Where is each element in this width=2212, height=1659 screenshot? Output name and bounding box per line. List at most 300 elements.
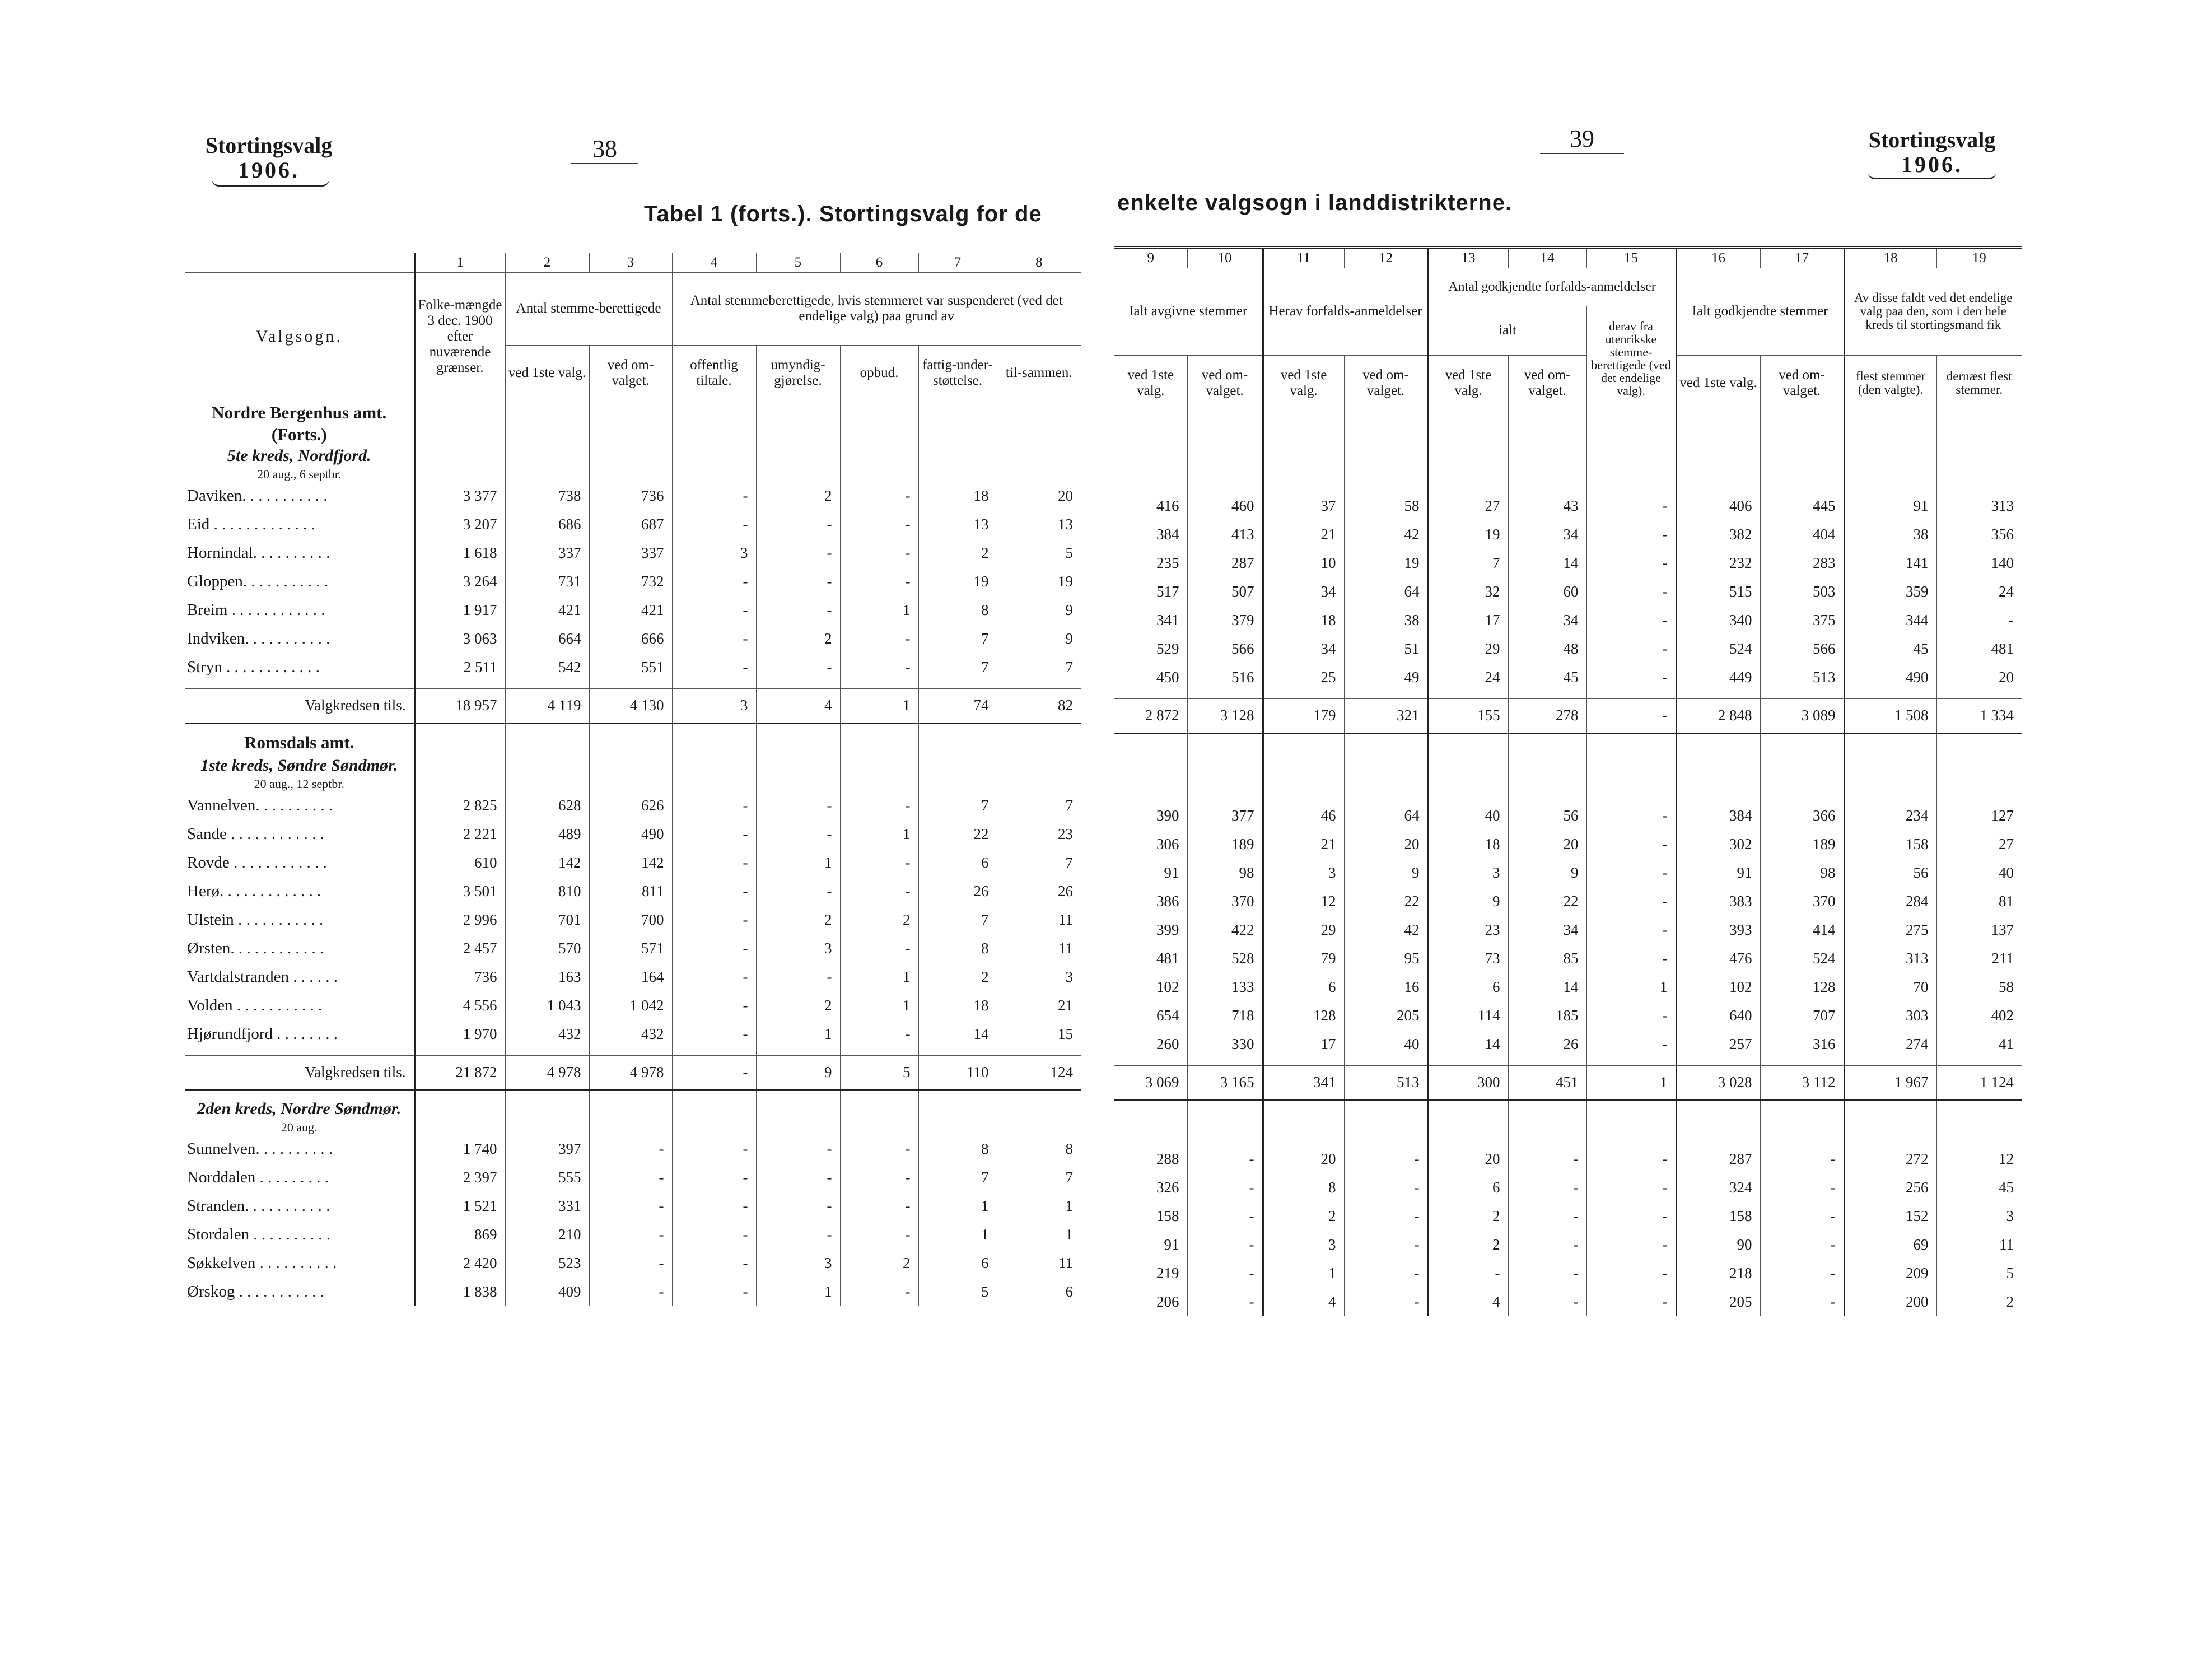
spacer-cell xyxy=(756,1120,840,1135)
table-row xyxy=(185,963,1081,991)
table-row xyxy=(1114,1288,2022,1316)
total-cell: 3 089 xyxy=(1760,698,1844,733)
data-cell: 70 xyxy=(1844,973,1936,1001)
table-row xyxy=(185,934,1081,963)
data-cell: 38 xyxy=(1344,606,1428,635)
col-num: 12 xyxy=(1344,248,1428,268)
spacer-cell xyxy=(840,723,918,731)
data-cell: - xyxy=(589,1192,672,1220)
table-row xyxy=(1114,916,2022,944)
spacer-cell xyxy=(997,467,1081,482)
data-cell: 337 xyxy=(589,539,672,567)
spacer-cell xyxy=(672,425,756,445)
data-cell: - xyxy=(840,849,918,877)
data-cell: 257 xyxy=(1676,1030,1760,1059)
data-cell: 7 xyxy=(997,1163,1081,1192)
data-cell: 414 xyxy=(1760,916,1844,944)
spacer-cell xyxy=(997,401,1081,425)
table-row xyxy=(1114,1030,2022,1059)
total-cell: 300 xyxy=(1428,1065,1508,1100)
spacer-cell xyxy=(918,425,997,445)
valgsogn-header: Valgsogn. xyxy=(185,272,414,401)
data-cell: 19 xyxy=(997,567,1081,596)
spacer-cell xyxy=(1676,692,1760,698)
data-cell: 25 xyxy=(1263,663,1344,692)
data-cell: 7 xyxy=(997,849,1081,877)
table-row xyxy=(1114,663,2022,692)
data-cell: 1 xyxy=(840,963,918,991)
data-cell: 6 xyxy=(918,849,997,877)
data-cell: 3 264 xyxy=(414,567,505,596)
data-cell: 1 970 xyxy=(414,1020,505,1048)
data-cell: - xyxy=(589,1278,672,1306)
data-cell: 232 xyxy=(1676,549,1760,577)
data-cell: - xyxy=(1586,549,1676,577)
spacer-cell xyxy=(1114,692,1187,698)
data-cell: 2 511 xyxy=(414,653,505,682)
total-cell: 451 xyxy=(1508,1065,1586,1100)
total-cell: - xyxy=(672,1055,756,1090)
data-cell: - xyxy=(672,1135,756,1163)
spacer-row xyxy=(1114,692,2022,698)
data-cell: 331 xyxy=(505,1192,589,1220)
data-cell: - xyxy=(756,596,840,625)
spacer-cell xyxy=(1187,411,1263,492)
spacer-cell xyxy=(1760,1100,1844,1108)
spacer-cell xyxy=(1263,733,1344,741)
total-row xyxy=(1114,1065,2022,1100)
data-cell: 19 xyxy=(918,567,997,596)
data-cell: 158 xyxy=(1844,830,1936,859)
total-cell: 4 978 xyxy=(589,1055,672,1090)
antal-godkjendte-forfalds-header: Antal godkjendte forfalds-anmeldelser xyxy=(1428,268,1676,306)
data-cell: 91 xyxy=(1844,492,1936,520)
spacer-cell xyxy=(185,723,414,731)
data-cell: - xyxy=(672,934,756,963)
data-cell: 707 xyxy=(1760,1001,1844,1030)
valgsogn-name: Stordalen . . . . . . . . . . xyxy=(187,1225,331,1243)
valgsogn-name: Indviken. . . . . . . . . . . xyxy=(187,630,330,647)
data-cell: 102 xyxy=(1676,973,1760,1001)
valgsogn-name: Gloppen. . . . . . . . . . . xyxy=(187,572,329,590)
spacer-cell xyxy=(589,1048,672,1055)
data-cell: 21 xyxy=(1263,520,1344,549)
data-cell: 2 xyxy=(1428,1231,1508,1259)
data-cell: 9 xyxy=(997,596,1081,625)
spacer-cell xyxy=(505,731,589,754)
data-cell: - xyxy=(840,653,918,682)
data-cell: 73 xyxy=(1428,944,1508,973)
data-cell: 9 xyxy=(997,625,1081,653)
total-row xyxy=(1114,698,2022,733)
data-cell: 6 xyxy=(1263,973,1344,1001)
spacer-cell xyxy=(918,1048,997,1055)
data-cell: 91 xyxy=(1164,864,1179,881)
data-cell: 566 xyxy=(1760,635,1844,663)
data-cell: 200 xyxy=(1844,1288,1936,1316)
spacer-cell xyxy=(185,682,414,688)
data-cell: 51 xyxy=(1344,635,1428,663)
spacer-cell xyxy=(672,1090,756,1098)
spacer-cell xyxy=(1844,733,1936,741)
data-cell: - xyxy=(672,1163,756,1192)
total-cell: 513 xyxy=(1344,1065,1428,1100)
kreds-heading: 2den kreds, Nordre Søndmør. xyxy=(197,1099,402,1118)
data-cell: 5 xyxy=(997,539,1081,567)
data-cell: - xyxy=(1187,1202,1263,1231)
spacer-row xyxy=(185,682,1081,688)
data-cell: - xyxy=(672,849,756,877)
data-cell: - xyxy=(1187,1145,1263,1173)
spacer-cell xyxy=(1676,741,1760,801)
data-cell: 22 xyxy=(1344,887,1428,916)
data-cell: 8 xyxy=(997,1135,1081,1163)
data-cell: - xyxy=(840,625,918,653)
ved-1ste-valg-header: ved 1ste valg. xyxy=(1263,355,1344,411)
data-cell: 127 xyxy=(1936,801,2022,830)
table-row xyxy=(185,1278,1081,1306)
data-cell: 234 xyxy=(1844,801,1936,830)
data-cell: 34 xyxy=(1508,520,1586,549)
data-cell: 700 xyxy=(589,906,672,934)
data-cell: 524 xyxy=(1676,635,1760,663)
data-cell: 2 457 xyxy=(414,934,505,963)
data-cell: 386 xyxy=(1156,893,1179,910)
data-cell: - xyxy=(589,1135,672,1163)
col-num: 8 xyxy=(997,252,1081,272)
data-cell: 1 838 xyxy=(414,1278,505,1306)
right-table-body xyxy=(1114,411,2022,1316)
col-num: 3 xyxy=(589,252,672,272)
total-cell: 82 xyxy=(997,688,1081,723)
data-cell: - xyxy=(840,791,918,820)
spacer-cell xyxy=(1936,1059,2022,1065)
data-cell: - xyxy=(672,1278,756,1306)
data-cell: - xyxy=(1760,1231,1844,1259)
data-cell: 43 xyxy=(1508,492,1586,520)
data-cell: 9 xyxy=(1428,887,1508,916)
data-cell: 24 xyxy=(1428,663,1508,692)
spacer-cell xyxy=(672,723,756,731)
data-cell: 26 xyxy=(1508,1030,1586,1059)
data-cell: 128 xyxy=(1760,973,1844,1001)
data-cell: 137 xyxy=(1936,916,2022,944)
data-cell: - xyxy=(1586,492,1676,520)
data-cell: - xyxy=(1187,1288,1263,1316)
av-disse-header: Av disse faldt ved det endelige valg paa den, som i den hele kreds til stortingsmand fik xyxy=(1844,268,2022,355)
data-cell: 421 xyxy=(589,596,672,625)
data-cell: 2 xyxy=(1428,1202,1508,1231)
data-cell: 45 xyxy=(1508,663,1586,692)
data-cell: 1 740 xyxy=(414,1135,505,1163)
ved-1ste-valg-header: ved 1ste valg. xyxy=(1114,355,1187,411)
spacer-cell xyxy=(414,682,505,688)
valg-dato-row xyxy=(185,777,1081,791)
valg-dato-row xyxy=(185,467,1081,482)
total-cell: 21 872 xyxy=(414,1055,505,1090)
amt-heading-row xyxy=(185,731,1081,754)
data-cell: 2 xyxy=(756,906,840,934)
data-cell: - xyxy=(840,1192,918,1220)
spacer-cell xyxy=(505,467,589,482)
data-cell: 542 xyxy=(505,653,589,682)
data-cell: 18 xyxy=(1428,830,1508,859)
flest-stemmer-header: flest stemmer (den valgte). xyxy=(1844,355,1936,411)
data-cell: 189 xyxy=(1187,830,1263,859)
valgsogn-name: Ørskog . . . . . . . . . . . xyxy=(187,1283,324,1301)
table-row xyxy=(1114,830,2022,859)
data-cell: 481 xyxy=(1936,635,2022,663)
total-cell: 18 957 xyxy=(414,688,505,723)
total-cell: 74 xyxy=(918,688,997,723)
table-row xyxy=(1114,801,2022,830)
data-cell: 306 xyxy=(1156,836,1179,852)
data-cell: 869 xyxy=(414,1220,505,1249)
data-cell: 2 420 xyxy=(414,1249,505,1278)
spacer-cell xyxy=(756,1090,840,1098)
data-cell: 1 xyxy=(997,1220,1081,1249)
data-cell: - xyxy=(672,567,756,596)
data-cell: - xyxy=(1508,1288,1586,1316)
valg-dato: 20 aug., 12 septbr. xyxy=(254,777,344,791)
data-cell: 7 xyxy=(997,791,1081,820)
data-cell: - xyxy=(1586,944,1676,973)
data-cell: - xyxy=(1586,1202,1676,1231)
data-cell: 3 xyxy=(1936,1202,2022,1231)
data-cell: 1 618 xyxy=(414,539,505,567)
data-cell: 384 xyxy=(1156,526,1179,543)
spacer-cell xyxy=(589,1098,672,1120)
data-cell: 56 xyxy=(1844,859,1936,887)
data-cell: 98 xyxy=(1760,859,1844,887)
data-cell: 15 xyxy=(997,1020,1081,1048)
data-cell: 375 xyxy=(1760,606,1844,635)
spacer-cell xyxy=(1428,1108,1508,1145)
ved-1ste-valg-header: ved 1ste valg. xyxy=(1428,355,1508,411)
data-cell: - xyxy=(840,934,918,963)
data-cell: 24 xyxy=(1936,577,2022,606)
kreds-heading-row xyxy=(185,445,1081,467)
spacer-cell xyxy=(1936,1108,2022,1145)
total-cell: 3 069 xyxy=(1114,1065,1187,1100)
col-num: 4 xyxy=(672,252,756,272)
data-cell: - xyxy=(1586,577,1676,606)
data-cell: 10 xyxy=(1263,549,1344,577)
spacer-cell xyxy=(1586,1108,1676,1145)
data-cell: 9 xyxy=(1344,859,1428,887)
total-cell: 1 124 xyxy=(1936,1065,2022,1100)
spacer-cell xyxy=(1187,1100,1263,1108)
table-row xyxy=(1114,973,2022,1001)
spacer-cell xyxy=(505,1098,589,1120)
spacer-cell xyxy=(1508,733,1586,741)
data-cell: - xyxy=(840,1135,918,1163)
spacer-cell xyxy=(997,754,1081,777)
tilsammen-header: til-sammen. xyxy=(997,345,1081,401)
data-cell: 27 xyxy=(1428,492,1508,520)
data-cell: 218 xyxy=(1676,1259,1760,1288)
data-cell: - xyxy=(1586,887,1676,916)
table-row xyxy=(1114,1173,2022,1202)
spacer-cell xyxy=(1760,733,1844,741)
table-row xyxy=(1114,635,2022,663)
spacer-cell xyxy=(505,682,589,688)
spacer-cell xyxy=(997,1090,1081,1098)
data-cell: 164 xyxy=(589,963,672,991)
spacer-cell xyxy=(1508,1059,1586,1065)
valgsogn-name: Hjørundfjord . . . . . . . . xyxy=(187,1025,338,1043)
data-cell: 11 xyxy=(997,1249,1081,1278)
spacer-cell xyxy=(1760,741,1844,801)
data-cell: - xyxy=(840,1163,918,1192)
data-cell: - xyxy=(756,963,840,991)
data-cell: 32 xyxy=(1428,577,1508,606)
spacer-row xyxy=(1114,411,2022,492)
total-cell: 4 130 xyxy=(589,688,672,723)
data-cell: 14 xyxy=(918,1020,997,1048)
spacer-cell xyxy=(414,445,505,467)
data-cell: 340 xyxy=(1676,606,1760,635)
data-cell: 422 xyxy=(1187,916,1263,944)
data-cell: 12 xyxy=(1936,1145,2022,1173)
data-cell: 20 xyxy=(1508,830,1586,859)
data-cell: 503 xyxy=(1760,577,1844,606)
data-cell: - xyxy=(1586,916,1676,944)
data-cell: 356 xyxy=(1936,520,2022,549)
data-cell: - xyxy=(672,1249,756,1278)
spacer-cell xyxy=(589,445,672,467)
total-cell: 110 xyxy=(918,1055,997,1090)
data-cell: 283 xyxy=(1760,549,1844,577)
spacer-cell xyxy=(997,1048,1081,1055)
data-cell: 2 221 xyxy=(414,820,505,849)
spacer-cell xyxy=(505,1048,589,1055)
spacer-cell xyxy=(1428,411,1508,492)
data-cell: 91 xyxy=(1676,859,1760,887)
data-cell: - xyxy=(840,1220,918,1249)
forts-label: (Forts.) xyxy=(271,425,327,444)
data-cell: 344 xyxy=(1844,606,1936,635)
data-cell: 409 xyxy=(505,1278,589,1306)
data-cell: 133 xyxy=(1187,973,1263,1001)
data-cell: - xyxy=(1508,1145,1586,1173)
table-row xyxy=(1114,549,2022,577)
spacer-cell xyxy=(505,754,589,777)
data-cell: 23 xyxy=(997,820,1081,849)
spacer-cell xyxy=(840,682,918,688)
spacer-cell xyxy=(414,1048,505,1055)
spacer-cell xyxy=(672,682,756,688)
data-cell: 450 xyxy=(1156,669,1179,686)
ialt-header: ialt xyxy=(1428,306,1586,355)
data-cell: 1 xyxy=(840,820,918,849)
spacer-cell xyxy=(1344,1100,1428,1108)
data-cell: - xyxy=(840,510,918,539)
data-cell: 95 xyxy=(1344,944,1428,973)
spacer-cell xyxy=(1344,733,1428,741)
spacer-cell xyxy=(1760,692,1844,698)
data-cell: - xyxy=(672,877,756,906)
valgsogn-name: Volden . . . . . . . . . . . xyxy=(187,996,323,1014)
table-row xyxy=(185,1192,1081,1220)
data-cell: - xyxy=(840,1020,918,1048)
spacer-cell xyxy=(1676,1059,1760,1065)
data-cell: 2 xyxy=(1936,1288,2022,1316)
data-cell: 8 xyxy=(918,1135,997,1163)
table-row xyxy=(1114,492,2022,520)
spacer-cell xyxy=(1936,733,2022,741)
data-cell: 366 xyxy=(1760,801,1844,830)
data-cell: 383 xyxy=(1676,887,1760,916)
spacer-cell xyxy=(1586,411,1676,492)
data-cell: 23 xyxy=(1428,916,1508,944)
spacer-cell xyxy=(414,777,505,791)
data-cell: 272 xyxy=(1844,1145,1936,1173)
data-cell: 85 xyxy=(1508,944,1586,973)
data-cell: 69 xyxy=(1844,1231,1936,1259)
data-cell: 811 xyxy=(589,877,672,906)
spacer-cell xyxy=(672,467,756,482)
data-cell: 1 042 xyxy=(589,991,672,1020)
data-cell: 14 xyxy=(1508,549,1586,577)
table-row xyxy=(1114,1001,2022,1030)
data-cell: 34 xyxy=(1508,606,1586,635)
table-row xyxy=(185,567,1081,596)
offentlig-tiltale-header: offentlig tiltale. xyxy=(672,345,756,401)
data-cell: 370 xyxy=(1760,887,1844,916)
spacer-cell xyxy=(997,1120,1081,1135)
data-cell: 313 xyxy=(1936,492,2022,520)
spacer-cell xyxy=(840,425,918,445)
total-cell: 179 xyxy=(1263,698,1344,733)
data-cell: 1 xyxy=(918,1192,997,1220)
spacer-cell xyxy=(756,731,840,754)
spacer-cell xyxy=(1508,1100,1586,1108)
spacer-cell xyxy=(1428,1100,1508,1108)
data-cell: - xyxy=(1344,1145,1428,1173)
data-cell: 516 xyxy=(1187,663,1263,692)
data-cell: 102 xyxy=(1156,978,1179,995)
spacer-cell xyxy=(840,445,918,467)
data-cell: 5 xyxy=(1936,1259,2022,1288)
spacer-cell xyxy=(997,1098,1081,1120)
data-cell: 404 xyxy=(1760,520,1844,549)
data-cell: - xyxy=(672,653,756,682)
data-cell: 189 xyxy=(1760,830,1844,859)
spacer-cell xyxy=(589,1090,672,1098)
data-cell: 686 xyxy=(505,510,589,539)
data-cell: 489 xyxy=(505,820,589,849)
data-cell: - xyxy=(840,539,918,567)
data-cell: 21 xyxy=(997,991,1081,1020)
spacer-cell xyxy=(1187,733,1263,741)
total-cell: 1 xyxy=(1586,1065,1676,1100)
data-cell: 1 xyxy=(1263,1259,1344,1288)
data-cell: 3 377 xyxy=(414,482,505,510)
right-running-head xyxy=(1859,128,2005,177)
data-cell: - xyxy=(672,1192,756,1220)
data-cell: - xyxy=(1344,1288,1428,1316)
data-cell: 48 xyxy=(1508,635,1586,663)
table-title-right: enkelte valgsogn i landdistrikterne. xyxy=(1117,190,1513,215)
data-cell: - xyxy=(589,1249,672,1278)
data-cell: 551 xyxy=(589,653,672,682)
total-cell: 321 xyxy=(1344,698,1428,733)
table-row xyxy=(185,877,1081,906)
table-row xyxy=(1114,520,2022,549)
right-page-number: 39 xyxy=(1540,124,1624,154)
spacer-cell xyxy=(1844,741,1936,801)
